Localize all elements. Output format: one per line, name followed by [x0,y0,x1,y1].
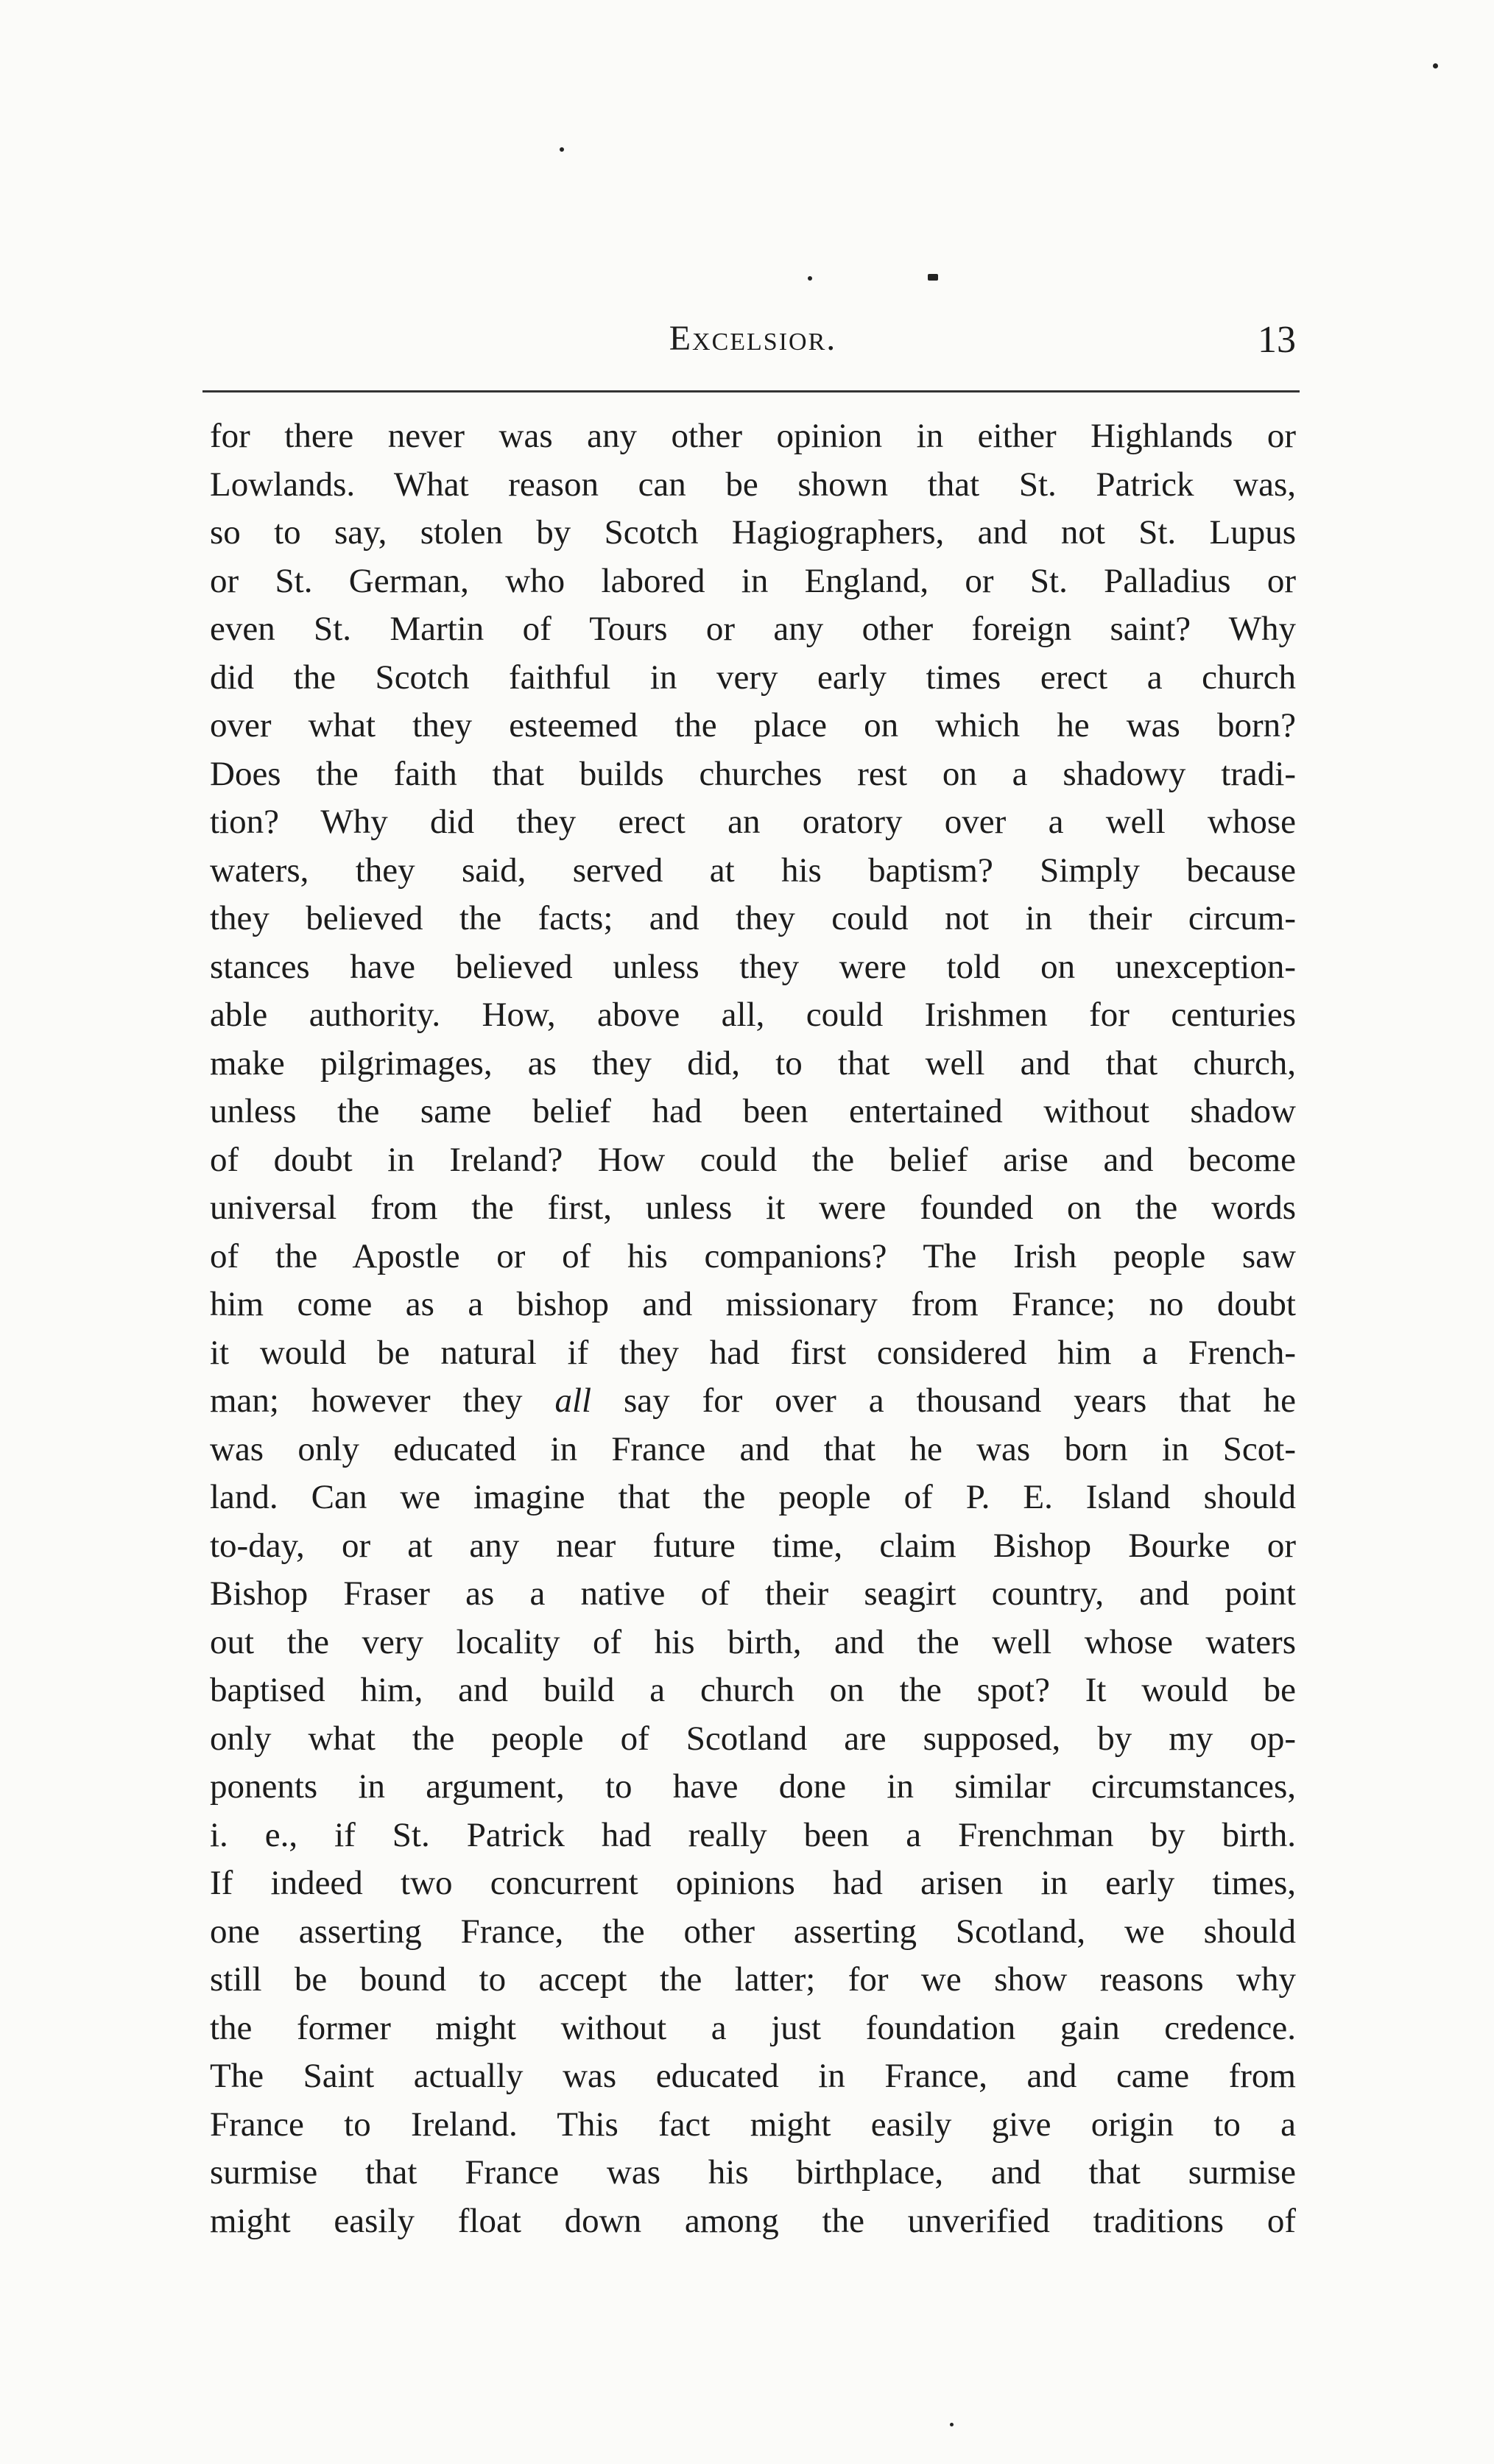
text-line: man; however they all say for over a thousand years that he [210,1381,1296,1420]
text-line: only what the people of Scotland are supposed, by my op- [210,1719,1296,1758]
text-line: The Saint actually was educated in France, and came from [210,2057,1296,2095]
text-line: it would be natural if they had first considered him a French- [210,1333,1296,1372]
ink-speck [1433,63,1438,68]
text-line: of doubt in Ireland? How could the belief arise and become [210,1140,1296,1179]
text-line: out the very locality of his birth, and the well whose waters [210,1622,1296,1661]
body-text [210,412,1296,2275]
running-head-title: Excelsior. [669,319,837,358]
text-line: tion? Why did they erect an oratory over a well whose [210,803,1296,841]
text-line: for there never was any other opinion in either Highlands or [210,417,1296,455]
ink-speck [950,2423,954,2426]
text-line: to-day, or at any near future time, claim Bishop Bourke or [210,1526,1296,1565]
ink-speck [928,274,938,281]
text-line: ponents in argument, to have done in similar circumstances, [210,1767,1296,1806]
text-line: the former might without a just foundation gain credence. [210,2008,1296,2047]
text-line: or St. German, who labored in England, or St. Palladius or [210,561,1296,600]
text-line: they believed the facts; and they could not in their circum- [210,899,1296,937]
emphasis: all [554,1381,592,1420]
text-line: France to Ireland. This fact might easily give origin to a [210,2105,1296,2144]
text-line: did the Scotch faithful in very early times erect a church [210,658,1296,697]
text-line: Bishop Fraser as a native of their seagirt country, and point [210,1574,1296,1613]
text-line: Lowlands. What reason can be shown that St. Patrick was, [210,465,1296,504]
text-line: so to say, stolen by Scotch Hagiographers, and not St. Lupus [210,513,1296,552]
text-line: him come as a bishop and missionary from France; no doubt [210,1285,1296,1323]
text-line: over what they esteemed the place on which he was born? [210,706,1296,745]
ink-speck [560,147,564,152]
running-head [210,318,1296,377]
text-line: land. Can we imagine that the people of P. E. Island should [210,1478,1296,1516]
text-line: If indeed two concurrent opinions had arisen in early times, [210,1864,1296,1902]
text-line: baptised him, and build a church on the spot? It would be [210,1671,1296,1709]
page-number: 13 [1258,319,1296,361]
header-rule [202,390,1300,393]
text-line: of the Apostle or of his companions? The Irish people saw [210,1236,1296,1275]
ink-speck [808,276,812,281]
text-line: unless the same belief had been entertained without shadow [210,1092,1296,1130]
text-line: might easily float down among the unverified traditions of [210,2201,1296,2240]
text-line: even St. Martin of Tours or any other foreign saint? Why [210,610,1296,648]
text-line: i. e., if St. Patrick had really been a Frenchman by birth. [210,1815,1296,1854]
text-line: still be bound to accept the latter; for we show reasons why [210,1960,1296,1999]
text-line: waters, they said, served at his baptism? Simply because [210,851,1296,890]
text-line: able authority. How, above all, could Irishmen for centuries [210,996,1296,1034]
text-line: stances have believed unless they were told on unexception- [210,947,1296,986]
text-line: one asserting France, the other asserting Scotland, we should [210,1912,1296,1951]
text-line: was only educated in France and that he was born in Scot- [210,1429,1296,1468]
text-line: surmise that France was his birthplace, and that surmise [210,2153,1296,2192]
text-line: make pilgrimages, as they did, to that well and that church, [210,1043,1296,1083]
text-line: Does the faith that builds churches rest on a shadowy tradi- [210,754,1296,793]
text-line: universal from the first, unless it were founded on the words [210,1189,1296,1227]
